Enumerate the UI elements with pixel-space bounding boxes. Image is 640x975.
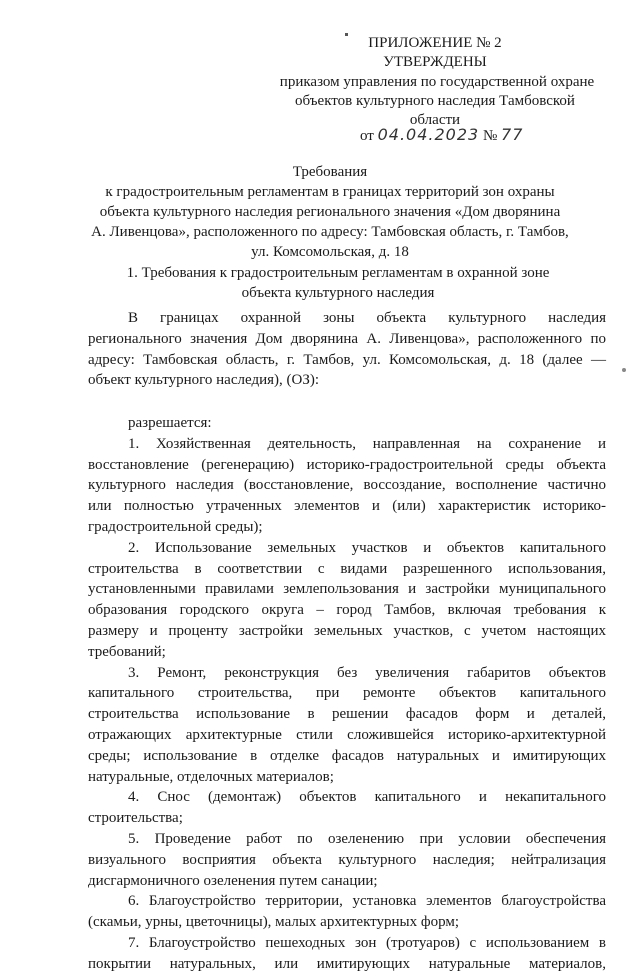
doc-title-line-4: А. Ливенцова», расположенного по адресу: Тамбовская область, г. Тамбов, [91,224,569,240]
date-prefix: от [360,128,374,144]
list-item-line: восстановление (регенерацию) историко-градостроительной среды объекта [88,456,606,473]
allowed-label: разрешается: [128,415,212,432]
handwritten-number: 77 [501,125,524,144]
approval-line-1: приказом управления по государственной охране [279,74,595,90]
intro-line: адресу: Тамбовская область, г. Тамбов, ул. Комсомольская, д. 18 (далее — [88,351,606,368]
list-item-line: 4. Снос (демонтаж) объектов капитального и некапитального [128,789,606,806]
list-item-line: 1. Хозяйственная деятельность, направленная на сохранение и [128,435,606,452]
list-item-line: покрытии натуральных, или имитирующих натуральные материалов, [88,955,606,972]
approval-line-2: объектов культурного наследия Тамбовской [295,93,575,109]
section-heading-line-2: объекта культурного наследия [241,285,435,301]
handwritten-date: 04.04.2023 [377,125,480,144]
list-item-line: строительства использование в решении фасадов форм и деталей, [88,706,606,723]
intro-line: регионального значения Дом дворянина А. Ливенцова», расположенного по [88,330,606,347]
list-item-line: 6. Благоустройство территории, установка элементов благоустройства [128,893,606,910]
list-item-line: образования городского округа – город Тамбов, включая требования к [88,602,606,619]
list-item-line: установленными правилами землепользования и застройки муниципального [88,581,606,598]
section-heading-line-1: 1. Требования к градостроительным регламентам в охранной зоне [126,265,550,281]
list-item-line: капитального строительства, при ремонте объектов капитального [88,685,606,702]
list-item-line: дисгармоничного озеленения путем санации; [88,872,378,889]
intro-line: объект культурного наследия), (ОЗ): [88,372,319,389]
list-item-line: размеру и проценту застройки земельных участков, с учетом настоящих [88,623,606,640]
list-item-line: 7. Благоустройство пешеходных зон (тротуаров) с использованием в [128,935,606,952]
approval-line-3: области [409,112,461,128]
list-item-line: культурного наследия (восстановление, воссоздание, восполнение частично [88,477,606,494]
list-item-line: визуального восприятия объекта культурного наследия; нейтрализация [88,851,606,868]
scan-speck-margin [622,368,626,372]
list-item-line: градостроительной среды); [88,519,263,536]
approved-label: УТВЕРЖДЕНЫ [383,54,487,70]
doc-title-line-2: к градостроительным регламентам в границах территорий зон охраны [105,184,555,200]
list-item-line: отражающих архитектурные стили сложившейся историко-архитектурной [88,727,606,744]
list-item-line: 3. Ремонт, реконструкция без увеличения габаритов объектов [128,664,606,681]
list-item-line: или полностью утраченных элементов и (или) характеристик историко- [88,498,606,515]
intro-line: В границах охранной зоны объекта культурного наследия [128,310,606,326]
list-item-line: требований; [88,643,166,660]
appendix-title: ПРИЛОЖЕНИЕ № 2 [368,35,502,51]
list-item-line: (скамьи, урны, цветочницы), малых архитектурных форм; [88,914,460,931]
doc-title-line-5: ул. Комсомольская, д. 18 [251,244,409,260]
list-item-line: 5. Проведение работ по озеленению при условии обеспечения [128,831,606,848]
approval-date-line [360,125,580,146]
list-item-line: строительства; [88,810,183,827]
list-item-line: строительства в соответствии с видами разрешенного использования, [88,560,606,577]
list-item-line: натуральные, отделочных материалов; [88,768,334,785]
list-item-line: 2. Использование земельных участков и объектов капитального [128,539,606,556]
list-item-line: среды; использование в отделке фасадов натуральных и имитирующих [88,747,606,764]
doc-title: Требования [292,164,368,180]
number-label: № [482,128,498,144]
doc-title-line-3: объекта культурного наследия регионального значения «Дом дворянина [99,204,561,220]
